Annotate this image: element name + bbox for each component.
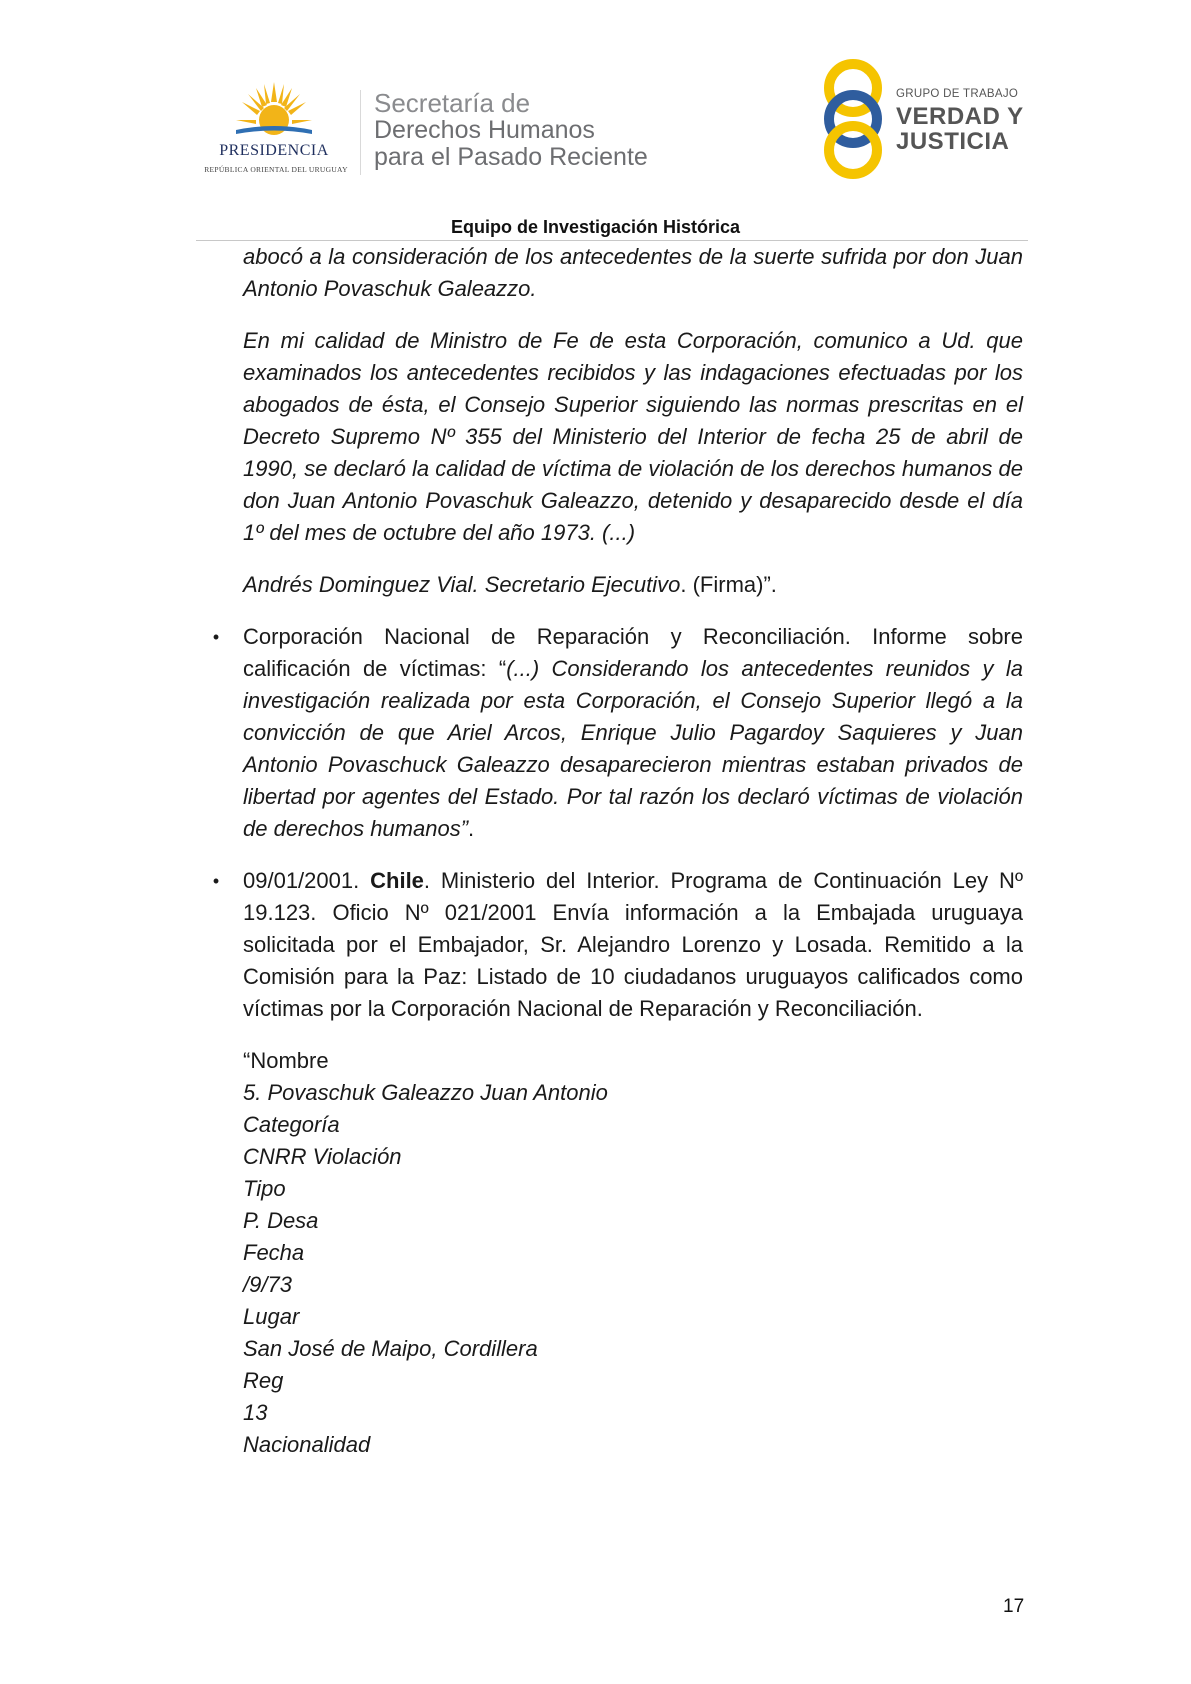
bullet-item-chile (212, 865, 1023, 1025)
justicia-line: JUSTICIA (896, 128, 1010, 155)
document-body (212, 241, 1023, 1461)
signature-tail: . (Firma)”. (680, 572, 777, 597)
list-item: Reg (243, 1368, 284, 1393)
secretaria-title (374, 90, 648, 171)
list-item: San José de Maipo, Cordillera (243, 1336, 538, 1361)
list-item: Tipo (243, 1176, 286, 1201)
list-item: Lugar (243, 1304, 300, 1329)
bullet-item-corporacion (212, 621, 1023, 845)
verdad-justicia-logo (820, 58, 1030, 183)
verdad-line: VERDAD Y (896, 103, 1024, 130)
presidencia-logo (196, 80, 356, 180)
grupo-label: GRUPO DE TRABAJO (896, 88, 1019, 100)
verdad-justicia-title (896, 104, 1024, 154)
paragraph-ministro: En mi calidad de Ministro de Fe de esta Corporación, comunico a Ud. que examinados los antecedentes recibidos y las indagaciones efectuadas por los abogados de ésta, el Consejo Superior siguiendo las normas prescritas en el Decreto Supremo Nº 355 del Ministerio del Interior de fecha 25 de abril de 1990, se declaró la calidad de víctima de violación de los derechos humanos de don Juan Antonio Povaschuk Galeazzo, detenido y desaparecido desde el día 1º del mes de octubre del año 1973. (...) (243, 328, 1023, 545)
page-number: 17 (1003, 1596, 1025, 1617)
list-item: Fecha (243, 1240, 305, 1265)
presidencia-name: PRESIDENCIA (219, 142, 329, 159)
list-item: “Nombre (243, 1048, 329, 1073)
bullet-icon: • (212, 871, 220, 891)
bullet-icon: • (212, 627, 220, 647)
list-item: Categoría (243, 1112, 340, 1137)
section-label: Equipo de Investigación Histórica (450, 217, 741, 237)
presidencia-subtitle: REPÚBLICA ORIENTAL DEL URUGUAY (204, 165, 348, 174)
paragraph-signature (243, 569, 1023, 601)
list-item: /9/73 (243, 1272, 292, 1297)
secretaria-line1: Secretaría de (374, 88, 531, 118)
list-item: P. Desa (243, 1208, 319, 1233)
bullet-corporacion-text: Corporación Nacional de Reparación y Reconciliación. Informe sobre calificación de víctimas: “ (243, 624, 1023, 681)
bullet-chile-country: Chile (370, 868, 424, 893)
bullet-corporacion-end: . (468, 816, 475, 841)
signature-name: Andrés Dominguez Vial. Secretario Ejecutivo (243, 572, 681, 597)
victim-record-list (243, 1045, 1023, 1461)
paragraph-continuation: abocó a la consideración de los antecedentes de la suerte sufrida por don Juan Antonio Povaschuk Galeazzo. (243, 244, 1023, 301)
secretaria-line2: Derechos Humanos (374, 116, 595, 144)
sun-emblem-icon (234, 80, 314, 140)
list-item: 5. Povaschuk Galeazzo Juan Antonio (243, 1080, 608, 1105)
list-item: Nacionalidad (243, 1432, 371, 1457)
list-item: CNRR Violación (243, 1144, 402, 1169)
bullet-chile-text: . Ministerio del Interior. Programa de Continuación Ley Nº 19.123. Oficio Nº 021/2001 Envía información a la Embajada uruguaya solicitada por el Embajador, Sr. Alejandro Lorenzo y Losada. Remitido a la Comisión para la Paz: Listado de 10 ciudadanos uruguayos calificados como víctimas por la Corporación Nacional de Reparación y Reconciliación. (243, 868, 1023, 1021)
list-item: 13 (243, 1400, 268, 1425)
bullet-corporacion-quote: (...) Considerando los antecedentes reunidos y la investigación realizada por esta Corporación, el Consejo Superior llegó a la convicción de que Ariel Arcos, Enrique Julio Pagardoy Saquieres y Juan Antonio Povaschuck Galeazzo desaparecieron mientras estaban privados de libertad por agentes del Estado. Por tal razón los declaró víctimas de violación de derechos humanos” (243, 656, 1023, 841)
bullet-chile-date: 09/01/2001. (243, 868, 371, 893)
header-divider (360, 90, 361, 175)
linked-rings-icon (820, 58, 886, 180)
secretaria-line3: para el Pasado Reciente (374, 143, 648, 171)
